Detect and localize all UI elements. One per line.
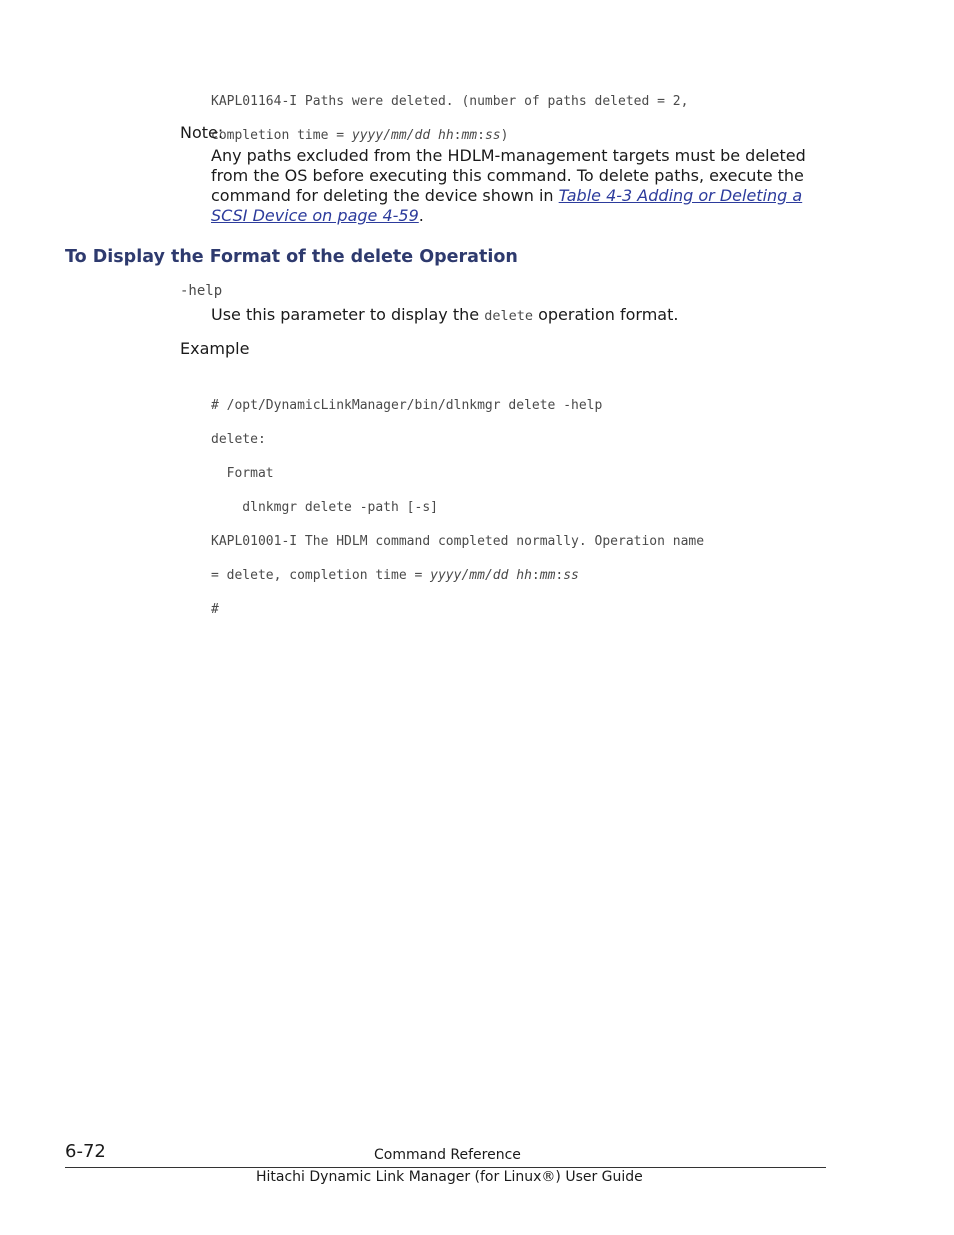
- example-label: Example: [180, 339, 250, 358]
- code-line: delete:: [211, 432, 266, 447]
- code-line: #: [211, 602, 219, 617]
- code-line: = delete, completion time = yyyy/mm/dd hh:mm:ss: [211, 568, 579, 583]
- cross-reference-link[interactable]: Table 4-3 Adding or Deleting a: [558, 186, 803, 205]
- code-line: dlnkmgr delete -path [-s]: [211, 500, 438, 515]
- note-line: from the OS before executing this command. To delete paths, execute the: [211, 166, 804, 185]
- code-line: KAPL01001-I The HDLM command completed normally. Operation name: [211, 534, 705, 549]
- note-line: Any paths excluded from the HDLM-management targets must be deleted: [211, 146, 806, 165]
- parameter-description: Use this parameter to display the delete operation format.: [211, 305, 679, 324]
- cross-reference-link[interactable]: SCSI Device on page 4-59: [211, 206, 419, 225]
- output-line: KAPL01164-I Paths were deleted. (number of paths deleted = 2,: [211, 94, 689, 109]
- footer-divider: [65, 1167, 826, 1168]
- output-line: completion time = yyyy/mm/dd hh:mm:ss): [211, 128, 509, 143]
- footer-book-title: Hitachi Dynamic Link Manager (for Linux®) User Guide: [256, 1169, 643, 1185]
- parameter-name: -help: [180, 283, 223, 299]
- note-body: [211, 146, 851, 226]
- footer-chapter: Command Reference: [374, 1147, 521, 1163]
- note-line: command for deleting the device shown in Table 4-3 Adding or Deleting a: [211, 186, 803, 205]
- section-heading: To Display the Format of the delete Operation: [65, 247, 518, 267]
- example-code-block: [211, 380, 704, 635]
- note-line: SCSI Device on page 4-59.: [211, 206, 424, 225]
- page-number: 6-72: [65, 1141, 106, 1162]
- code-line: Format: [211, 466, 274, 481]
- inline-code: delete: [484, 308, 533, 324]
- code-line: # /opt/DynamicLinkManager/bin/dlnkmgr delete -help: [211, 398, 603, 413]
- note-label: Note:: [180, 123, 224, 142]
